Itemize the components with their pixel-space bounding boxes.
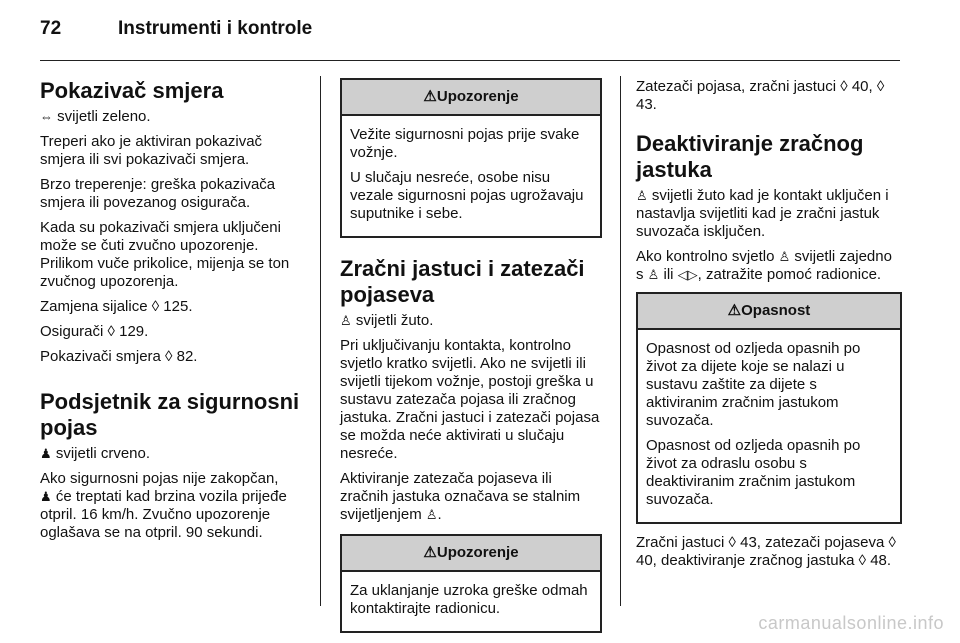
paragraph: U slučaju nesreće, osobe nisu vezale sigurnosni pojas ugrožavaju suputnike i sebe. <box>350 169 584 222</box>
warning-icon: ⚠ <box>727 302 742 319</box>
turn-signal-icon: ⇔ <box>40 109 53 124</box>
paragraph <box>636 248 902 284</box>
warning-box <box>340 78 602 238</box>
fault-indicator-icon: ◁▷ <box>677 267 698 282</box>
text: svijetli žuto. <box>355 312 434 329</box>
paragraph <box>40 108 308 126</box>
paragraph: Za uklanjanje uzroka greške odmah kontaktirajte radionicu. <box>350 582 588 617</box>
seat-belt-icon: ♟ <box>40 489 52 504</box>
text: će treptati kad brzina vozila prijeđe otpril. 16 km/h. Zvučno upozorenje oglašava se na otpril. 90 sekundi. <box>40 488 287 541</box>
text: svijetli žuto kad je kontakt uključen i nastavlja svijetliti kad je zračni jastuk suvozača isključen. <box>636 187 889 240</box>
paragraph: Kada su pokazivači smjera uključeni može se čuti zvučno upozorenje. Prilikom vuče prikolice, mijenja se ton zvučnog upozorenja. <box>40 219 290 290</box>
paragraph: Opasnost od ozljeda opasnih po život za odraslu osobu s deaktiviranim zračnim jastukom suvozača. <box>646 437 861 508</box>
text: Ako kontrolno svjetlo <box>636 248 775 265</box>
cross-reference: Pokazivači smjera ◊ 82. <box>40 348 198 365</box>
warning-box-title: Upozorenje <box>436 88 519 105</box>
cross-reference: Zračni jastuci ◊ 43, zatezači pojaseva ◊ 40, deaktiviranje zračnog jastuka ◊ 48. <box>636 534 896 569</box>
airbag-icon: ♙ <box>647 267 660 282</box>
page-number: 72 <box>40 18 62 39</box>
paragraph <box>40 445 308 463</box>
text: ili <box>663 266 674 283</box>
airbag-off-icon: ♙ <box>778 249 791 264</box>
danger-box-title: Opasnost <box>741 302 811 319</box>
paragraph <box>40 470 308 542</box>
text: Aktiviranje zatezača pojaseva ili zračnih jastuka označava se stalnim svijetljenjem <box>340 470 581 523</box>
text: svijetli zeleno. <box>57 108 151 125</box>
warning-box-title: Upozorenje <box>436 544 519 561</box>
seat-belt-icon: ♟ <box>40 446 52 461</box>
airbag-off-icon: ♙ <box>636 188 648 203</box>
column-divider-1 <box>320 76 321 606</box>
text: Ako sigurnosni pojas nije zakopčan, <box>40 470 279 487</box>
section-title-airbag-deactivation: Deaktiviranje zračnog jastuka <box>636 131 864 182</box>
paragraph: Vežite sigurnosni pojas prije svake vožnje. <box>350 126 580 161</box>
cross-reference: Zamjena sijalice ◊ 125. <box>40 298 193 315</box>
warning-box-header <box>342 80 600 116</box>
warning-box-header <box>342 536 600 572</box>
danger-box-header <box>638 294 900 330</box>
warning-icon: ⚠ <box>423 88 437 105</box>
paragraph <box>340 312 602 330</box>
section-title-airbags: Zračni jastuci i zatezači pojaseva <box>340 256 585 307</box>
page-title: Instrumenti i kontrole <box>118 18 313 39</box>
paragraph: Opasnost od ozljeda opasnih po život za dijete koje se nalazi u sustavu zaštite za dijete s aktiviranim zračnim jastukom suvozača. <box>646 340 861 429</box>
watermark: carmanualsonline.info <box>758 613 944 633</box>
section-title-seat-belt: Podsjetnik za sigurnosni pojas <box>40 389 300 440</box>
column-3 <box>636 78 902 577</box>
paragraph <box>636 187 902 241</box>
paragraph: Aktiviranje zatezača pojaseva ili zračnih jastuka označava se stalnim svijetljenjem ♙. <box>340 470 581 523</box>
column-2 <box>340 78 602 643</box>
column-1 <box>40 78 308 549</box>
danger-box <box>636 292 902 524</box>
text: , zatražite pomoć radionice. <box>697 266 882 283</box>
paragraph: Treperi ako je aktiviran pokazivač smjera ili svi pokazivači smjera. <box>40 133 263 168</box>
airbag-icon: ♙ <box>340 313 352 328</box>
warning-icon: ⚠ <box>423 544 437 561</box>
airbag-icon: ♙ <box>425 507 438 522</box>
header-rule <box>40 60 900 61</box>
column-divider-2 <box>620 76 621 606</box>
cross-reference: Zatezači pojasa, zračni jastuci ◊ 40, ◊ 43. <box>636 78 885 113</box>
paragraph: Brzo treperenje: greška pokazivača smjera ili povezanog osigurača. <box>40 176 276 211</box>
warning-box <box>340 534 602 633</box>
text: svijetli zajedno s <box>636 248 892 283</box>
text: svijetli crveno. <box>55 445 151 462</box>
paragraph: Pri uključivanju kontakta, kontrolno svjetlo kratko svijetli. Ako ne svijetli ili svijetli tijekom vožnje, postoji greška u sustavu zatezača pojasa ili zračnog jastuka. Zračni jastuci i zatezači pojasa se možda neće aktivirati u slučaju nesreće. <box>340 337 600 462</box>
section-title-turn-signal: Pokazivač smjera <box>40 78 224 103</box>
cross-reference: Osigurači ◊ 129. <box>40 323 149 340</box>
